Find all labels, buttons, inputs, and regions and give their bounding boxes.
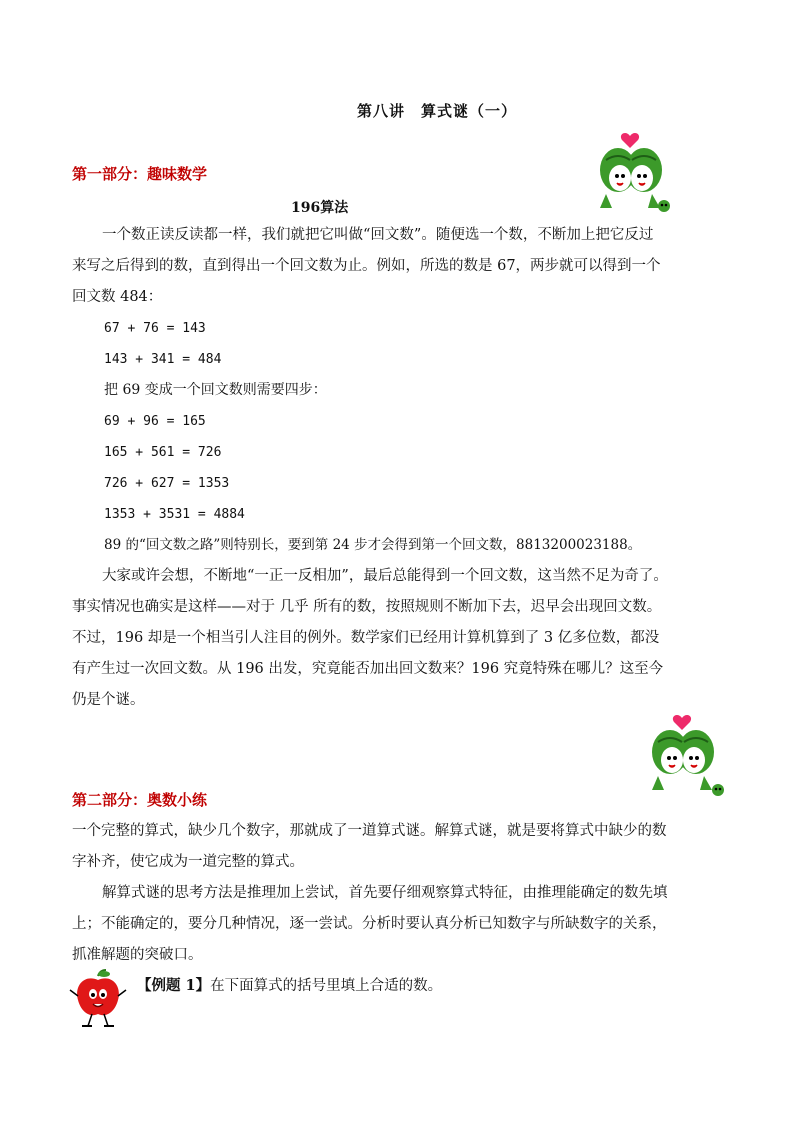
example-1	[137, 970, 442, 1002]
paragraph-line: 仍是个谜。	[72, 692, 145, 708]
paragraph-line: 不过，196 却是一个相当引人注目的例外。数学家们已经用计算机算到了 3 亿多位数，都没	[72, 630, 660, 646]
paragraph-line: 回文数 484：	[72, 289, 163, 305]
watermelon-mascot-illustration	[644, 704, 730, 800]
paragraph-line: 来写之后得到的数，直到得出一个回文数为止。例如，所选的数是 67，两步就可以得到一个	[72, 258, 661, 274]
watermelon-mascot-illustration	[592, 122, 678, 218]
paragraph-line: 字补齐，使它成为一道完整的算式。	[72, 854, 304, 870]
equation-line: 726 + 627 = 1353	[104, 476, 230, 491]
paragraph-line: 上；不能确定的，要分几种情况，逐一尝试。分析时要认真分析已知数字与所缺数字的关系，	[72, 916, 667, 932]
paragraph-line: 一个数正读反读都一样，我们就把它叫做“回文数”。随便选一个数，不断加上把它反过	[102, 227, 654, 243]
paragraph-line: 89 的“回文数之路”则特别长，要到第 24 步才会得到第一个回文数，8813200023188。	[104, 537, 642, 553]
section-heading-part2: 第二部分：奥数小练	[72, 791, 208, 809]
paragraph-line: 解算式谜的思考方法是推理加上尝试，首先要仔细观察算式特征，由推理能确定的数先填	[102, 885, 668, 901]
example-text: 在下面算式的括号里填上合适的数。	[210, 978, 443, 994]
paragraph-line: 事实情况也确实是这样——对于 几乎 所有的数，按照规则不断加下去，迟早会出现回文数。	[72, 599, 662, 615]
paragraph-line: 把 69 变成一个回文数则需要四步：	[104, 382, 327, 398]
equation-line: 165 + 561 = 726	[104, 445, 222, 460]
equation-line: 67 + 76 = 143	[104, 321, 206, 336]
subtitle-196-algorithm: 196算法	[291, 200, 349, 216]
equation-line: 69 + 96 = 165	[104, 414, 206, 429]
paragraph-line: 有产生过一次回文数。从 196 出发，究竟能否加出回文数来？196 究竟特殊在哪儿？这至今	[72, 661, 664, 677]
section-heading-part1: 第一部分：趣味数学	[72, 165, 208, 183]
equation-line: 1353 + 3531 = 4884	[104, 507, 245, 522]
paragraph-line: 大家或许会想，不断地“一正一反相加”，最后总能得到一个回文数，这当然不足为奇了。	[102, 568, 668, 584]
paragraph-line: 一个完整的算式，缺少几个数字，那就成了一道算式谜。解算式谜，就是要将算式中缺少的数	[72, 823, 667, 839]
paragraph-line: 抓准解题的突破口。	[72, 947, 203, 963]
apple-mascot-illustration	[68, 968, 128, 1032]
example-label: 【例题 1】	[137, 977, 211, 994]
equation-line: 143 + 341 = 484	[104, 352, 222, 367]
page-title: 第八讲 算式谜（一）	[356, 102, 517, 120]
